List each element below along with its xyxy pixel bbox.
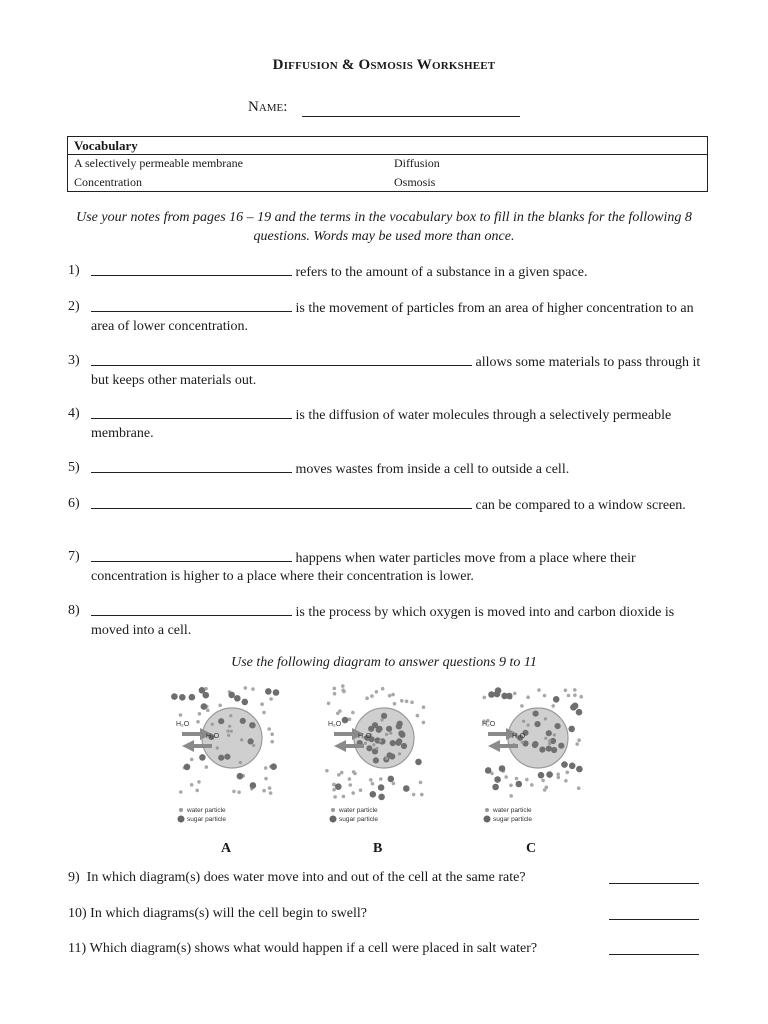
water-particle [179,790,183,794]
water-particle [381,687,385,691]
water-particle [564,689,568,693]
question-text: Which diagram(s) shows what would happen if a cell were placed in salt water? [89,941,538,956]
sugar-particle [539,747,545,753]
sugar-particle [499,765,506,772]
legend-sugar: sugar particle [339,816,379,823]
water-particle [391,693,395,697]
water-particle [268,786,272,790]
water-particle [229,714,232,717]
water-particle [262,711,266,715]
water-particle [196,720,200,724]
water-particle [195,789,199,793]
water-particle [551,704,555,708]
legend-water: water particle [339,807,378,814]
h2o-label: H₂O [206,733,220,740]
instructions: Use your notes from pages 16 – 19 and the terms in the vocabulary box to fill in the blanks for the following 8 questions. Words may be used more than once. [76,210,692,244]
water-particle [251,687,255,691]
sugar-particle [569,763,576,770]
water-particle [364,742,367,745]
water-particle [372,743,375,746]
water-particle [370,694,374,698]
sugar-particle [199,687,206,694]
water-particle [237,790,241,794]
water-particle [341,688,345,692]
sugar-particle [534,721,540,727]
sugar-particle [501,693,508,700]
water-particle [483,696,487,700]
sugar-particle [546,730,552,736]
water-particle [262,789,266,793]
water-particle [530,783,534,787]
water-particle [393,702,397,706]
water-particle [269,791,273,795]
water-particle [349,783,353,787]
water-particle [400,699,404,703]
sugar-particle-icon [178,816,185,823]
water-particle [327,702,331,706]
water-particle [573,693,577,697]
h2o-label: H₂O [512,733,526,740]
water-particle [575,742,579,746]
sugar-particle [389,753,395,759]
question-text: refers to the amount of a substance in a given space. [295,265,588,280]
water-particle [527,724,530,727]
answer-blank[interactable] [91,262,292,276]
water-particle [577,786,581,790]
sugar-particle [532,741,538,747]
sugar-particle [366,745,372,751]
water-particle [579,695,583,699]
question-number: 8) [68,603,80,618]
sugar-particle-icon [484,816,491,823]
water-particle [537,688,541,692]
question-text: moves wastes from inside a cell to outside a cell. [295,462,570,477]
water-particle [264,777,268,781]
question-number: 10) [68,906,87,921]
osmosis-diagram-a [170,682,280,830]
legend-water: water particle [493,807,532,814]
sugar-particle [248,738,254,744]
legend-water: water particle [187,807,226,814]
water-particle [388,694,392,698]
water-particle [267,727,271,731]
water-particle [405,700,409,704]
water-particle [566,771,570,775]
water-particle [190,783,194,787]
sugar-particle [403,785,410,792]
water-particle [544,717,547,720]
water-particle [197,780,201,784]
water-particle [338,709,342,713]
water-particle [228,725,231,728]
water-particle [332,788,336,792]
water-particle [230,730,233,733]
legend-sugar: sugar particle [187,816,227,823]
water-particle [385,757,388,760]
water-particle [389,732,392,735]
question-number: 1) [68,263,80,278]
vocab-term: Osmosis [394,175,436,189]
osmosis-diagram-c [476,682,586,830]
sugar-particle [553,696,560,703]
water-particle [525,778,529,782]
water-particle [333,692,337,696]
water-particle [419,781,423,785]
sugar-particle [224,754,230,760]
water-particle [226,730,229,733]
water-particle [351,711,355,715]
sugar-particle [386,726,392,732]
sugar-particle [488,691,495,698]
sugar-particle [171,693,178,700]
legend-sugar: sugar particle [493,816,533,823]
sugar-particle [492,784,499,791]
water-particle [205,765,209,769]
water-particle [337,773,341,777]
sugar-particle [516,781,523,788]
water-particle [190,758,194,762]
water-particle [371,782,375,786]
sugar-particle [368,726,374,732]
water-particle [526,695,530,699]
water-particle [239,761,242,764]
water-particle [333,687,337,691]
question-text: can be compared to a window screen. [475,498,686,513]
question-text: is the diffusion of water molecules through a selectively permeable membrane. [91,408,672,441]
sugar-particle [388,776,395,783]
water-particle [348,777,352,781]
sugar-particle [378,794,385,801]
answer-blank[interactable] [609,919,699,920]
sugar-particle [189,694,196,701]
sugar-particle [240,718,246,724]
water-particle [522,720,525,723]
answer-blank[interactable] [91,495,472,509]
question-text: is the movement of particles from an area of higher concentration to an area of lower concentration. [91,301,694,334]
question-text: happens when water particles move from a place where their concentration is higher to a place where their concentration is lower. [91,551,636,584]
sugar-particle [551,747,557,753]
sugar-particle [270,763,277,770]
water-particle [351,791,355,795]
water-particle [325,769,329,773]
water-particle [577,738,581,742]
question-10 [68,906,367,922]
question-text: allows some materials to pass through it but keeps other materials out. [91,355,701,388]
sugar-particle [199,754,206,761]
h2o-label: H₂O [176,721,190,728]
water-particle [379,777,383,781]
worksheet-title: Diffusion & Osmosis Worksheet [272,57,496,73]
water-particle [573,688,577,692]
water-particle-icon [485,808,489,812]
diagram-letter-b: B [373,841,383,856]
sugar-particle [342,717,349,724]
sugar-particle [401,743,407,749]
h2o-label: H₂O [482,721,496,728]
sugar-particle [538,772,545,779]
sugar-particle [218,755,224,761]
answer-blank[interactable] [91,352,472,366]
water-particle [422,705,426,709]
water-particle [240,738,243,741]
sugar-particle [485,767,492,774]
diagram-letter-a: A [221,841,232,856]
water-particle [504,775,508,779]
answer-blank[interactable] [91,459,292,473]
question-number: 11) [68,941,87,956]
vocab-term: A selectively permeable membrane [74,156,243,170]
water-particle [260,702,264,706]
question-text: In which diagrams(s) will the cell begin to swell? [90,906,367,921]
vocabulary-divider [68,154,707,155]
water-particle [520,704,524,708]
sugar-particle [576,766,583,773]
water-particle [553,733,556,736]
water-particle [232,790,236,794]
diagram-caption: Use the following diagram to answer questions 9 to 11 [231,655,537,670]
water-particle [227,734,230,737]
answer-blank[interactable] [91,548,292,562]
sugar-particle [555,723,561,729]
water-particle-icon [331,808,335,812]
sugar-particle [533,711,539,717]
question-number: 7) [68,549,80,564]
sugar-particle [546,746,552,752]
water-particle [375,690,379,694]
water-particle [548,739,551,742]
sugar-particle [373,757,379,763]
water-particle [341,684,345,688]
sugar-particle [396,723,402,729]
question-number: 3) [68,353,80,368]
water-particle [218,704,222,708]
sugar-particle [494,776,501,783]
water-particle [252,744,255,747]
sugar-particle [546,771,553,778]
sugar-particle [250,782,257,789]
water-particle [211,723,214,726]
water-particle [198,712,202,716]
diagram-letter-c: C [526,841,537,856]
water-particle [270,740,274,744]
water-particle [543,788,547,792]
answer-blank[interactable] [91,298,292,312]
sugar-particle [390,740,396,746]
question-number: 5) [68,460,80,475]
water-particle [340,771,344,775]
water-particle [398,752,401,755]
sugar-particle [376,726,382,732]
water-particle [206,709,210,713]
water-particle [359,788,363,792]
water-particle [369,778,373,782]
question-number: 9) [68,870,80,885]
vocabulary-box [67,136,708,192]
sugar-particle [237,773,244,780]
water-particle [412,793,416,797]
sugar-particle [396,738,402,744]
sugar-particle [201,703,208,710]
water-particle [515,777,519,781]
sugar-particle [265,688,272,695]
water-particle [244,686,248,690]
sugar-particle [398,730,404,736]
water-particle [379,739,382,742]
vocab-term: Diffusion [394,156,440,170]
water-particle [513,692,517,696]
h2o-label: H₂O [328,721,342,728]
water-particle [342,795,346,799]
sugar-particle [568,726,575,733]
water-particle [270,732,274,736]
question-text: In which diagram(s) does water move into and out of the cell at the same rate? [86,870,526,885]
sugar-particle [381,713,387,719]
water-particle [557,776,561,780]
sugar-particle [218,718,224,724]
water-particle [216,746,219,749]
water-particle [410,701,414,705]
sugar-particle-icon [330,816,337,823]
water-particle [375,747,378,750]
question-9 [68,870,526,886]
water-particle [269,697,273,701]
sugar-particle [415,759,422,766]
name-label: Name: [248,99,288,115]
sugar-particle [378,784,385,791]
answer-blank[interactable] [91,602,292,616]
water-particle [264,766,268,770]
water-particle [564,779,568,783]
water-particle [567,694,571,698]
water-particle [543,694,547,698]
water-particle [509,794,513,798]
question-text: is the process by which oxygen is moved into and carbon dioxide is moved into a cell. [91,605,675,638]
water-particle [385,733,388,736]
water-particle [541,779,545,783]
question-11 [68,941,537,957]
water-particle [392,782,396,786]
question-number: 4) [68,406,80,421]
question-number: 6) [68,496,80,511]
water-particle [352,770,356,774]
h2o-label: H₂O [358,733,372,740]
water-particle [420,793,424,797]
sugar-particle [570,704,577,711]
sugar-particle [242,699,249,706]
sugar-particle [576,709,583,716]
sugar-particle [495,687,502,694]
water-particle [422,721,426,725]
sugar-particle [179,694,186,701]
water-particle-icon [179,808,183,812]
water-particle [556,773,560,777]
water-particle [521,741,524,744]
sugar-particle [184,764,191,771]
sugar-particle [234,695,241,702]
osmosis-diagram-b [322,682,432,830]
water-particle [544,737,547,740]
name-blank[interactable] [302,116,520,117]
sugar-particle [558,743,564,749]
answer-blank[interactable] [609,883,699,884]
water-particle [416,714,420,718]
water-particle [333,795,337,799]
answer-blank[interactable] [609,954,699,955]
sugar-particle [561,761,568,768]
sugar-particle [273,689,280,696]
vocab-term: Concentration [74,175,142,189]
water-particle [509,784,513,788]
sugar-particle [370,791,377,798]
question-number: 2) [68,299,80,314]
sugar-particle [249,722,255,728]
vocabulary-heading: Vocabulary [74,138,138,153]
water-particle [380,718,383,721]
water-particle [179,713,183,717]
sugar-particle [228,692,235,699]
sugar-particle [335,783,342,790]
water-particle [365,696,369,700]
answer-blank[interactable] [91,405,292,419]
